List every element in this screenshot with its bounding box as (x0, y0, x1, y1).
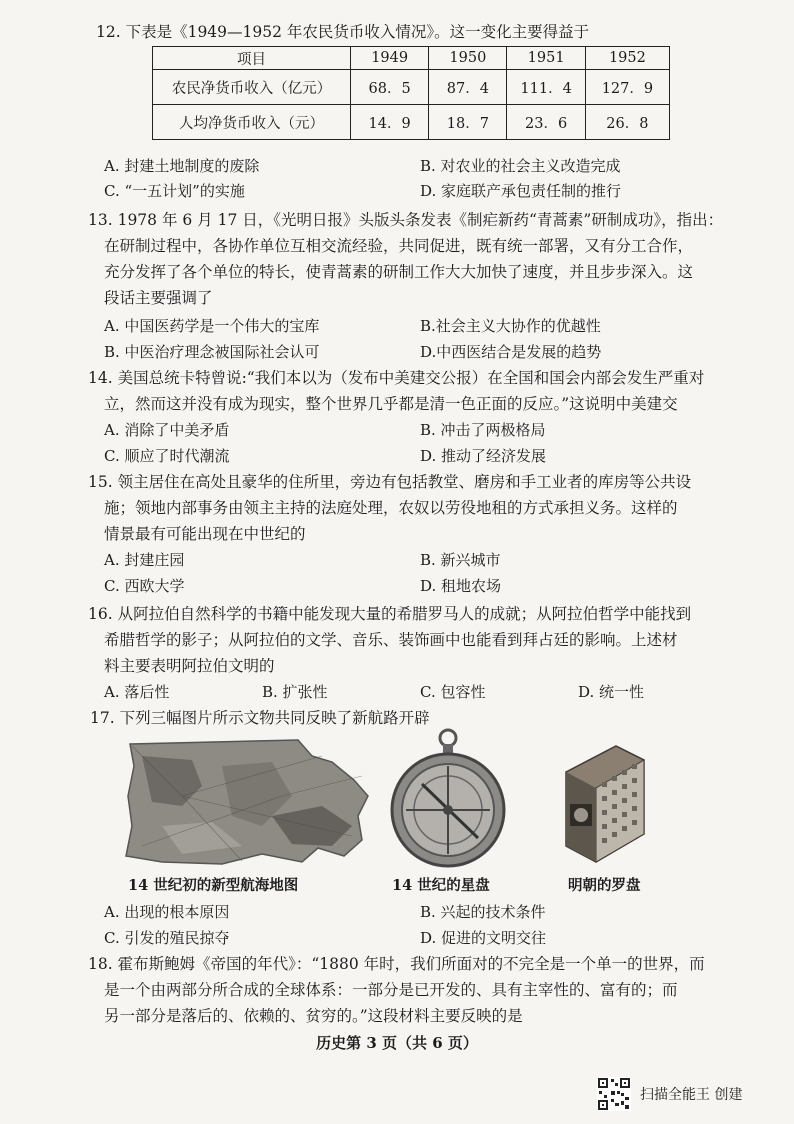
table-row (153, 70, 670, 105)
table-cell: 26．8 (585, 105, 669, 140)
qr-code-icon (597, 1077, 631, 1111)
astrolabe-image (388, 726, 508, 868)
q16-line-3: 料主要表明阿拉伯文明的 (104, 657, 275, 675)
table-header-row (153, 47, 670, 70)
q16-option-b[interactable]: B. 扩张性 (262, 683, 328, 701)
q16-line-2: 希腊哲学的影子；从阿拉伯的文学、音乐、装饰画中也能看到拜占廷的影响。上述材 (104, 631, 678, 649)
q14-line-2: 立，然而这并没有成为现实，整个世界几乎都是清一色正面的反应。”这说明中美建交 (104, 395, 678, 413)
q13-option-a[interactable]: A. 中国医药学是一个伟大的宝库 (104, 317, 320, 335)
table-cell: 人均净货币收入（元） (153, 105, 351, 140)
q13-option-c[interactable]: B. 中医治疗理念被国际社会认可 (104, 343, 320, 361)
q13-line-4: 段话主要强调了 (104, 289, 213, 307)
q12-option-c[interactable]: C. “一五计划”的实施 (104, 182, 245, 200)
q16-option-c[interactable]: C. 包容性 (420, 683, 486, 701)
caption-map: 14 世纪初的新型航海地图 (128, 877, 299, 894)
q13-line-1: 13. 1978 年 6 月 17 日，《光明日报》头版头条发表《制疟新药“青蒿素”研制成功》，指出： (88, 211, 724, 229)
q14-option-d[interactable]: D. 推动了经济发展 (420, 447, 547, 465)
table-cell: 14．9 (351, 105, 429, 140)
table-cell: 18．7 (429, 105, 507, 140)
q14-option-b[interactable]: B. 冲击了两极格局 (420, 421, 546, 439)
caption-astrolabe: 14 世纪的星盘 (392, 877, 490, 894)
q15-option-c[interactable]: C. 西欧大学 (104, 577, 185, 595)
q18-line-1: 18. 霍布斯鲍姆《帝国的年代》：“1880 年时，我们所面对的不完全是一个单一的世界，而 (88, 955, 705, 973)
page-footer: 历史第 3 页（共 6 页） (316, 1034, 478, 1052)
q12-stem: 12. 下表是《1949—1952 年农民货币收入情况》。这一变化主要得益于 (96, 23, 590, 41)
table-cell: 68．5 (351, 70, 429, 105)
compass-box-image (556, 738, 652, 868)
table-header: 1949 (351, 47, 429, 70)
q14-option-a[interactable]: A. 消除了中美矛盾 (104, 421, 230, 439)
q18-line-3: 另一部分是落后的、依赖的、贫穷的。”这段材料主要反映的是 (104, 1007, 523, 1025)
table-cell: 农民净货币收入（亿元） (153, 70, 351, 105)
scanner-watermark: 扫描全能王 创建 (640, 1087, 743, 1103)
q14-option-c[interactable]: C. 顺应了时代潮流 (104, 447, 230, 465)
income-table (152, 46, 670, 140)
q17-option-b[interactable]: B. 兴起的技术条件 (420, 903, 546, 921)
q13-option-d[interactable]: D.中西医结合是发展的趋势 (420, 343, 602, 361)
q15-option-a[interactable]: A. 封建庄园 (104, 551, 185, 569)
q15-option-d[interactable]: D. 租地农场 (420, 577, 502, 595)
q15-line-3: 情景最有可能出现在中世纪的 (104, 525, 306, 543)
nautical-map-image (122, 736, 372, 870)
q15-line-2: 施；领地内部事务由领主主持的法庭处理，农奴以劳役地租的方式承担义务。这样的 (104, 499, 678, 517)
q16-line-1: 16. 从阿拉伯自然科学的书籍中能发现大量的希腊罗马人的成就；从阿拉伯哲学中能找到 (88, 605, 692, 623)
table-cell: 87．4 (429, 70, 507, 105)
table-cell: 23．6 (507, 105, 585, 140)
q13-line-2: 在研制过程中，各协作单位互相交流经验，共同促进，既有统一部署，又有分工合作， (104, 237, 694, 255)
q13-line-3: 充分发挥了各个单位的特长，使青蒿素的研制工作大大加快了速度，并且步步深入。这 (104, 263, 694, 281)
q12-option-b[interactable]: B. 对农业的社会主义改造完成 (420, 157, 621, 175)
q17-option-d[interactable]: D. 促进的文明交往 (420, 929, 547, 947)
table-header: 1950 (429, 47, 507, 70)
table-row (153, 105, 670, 140)
table-cell: 111．4 (507, 70, 585, 105)
table-header: 1951 (507, 47, 585, 70)
table-header: 1952 (585, 47, 669, 70)
q15-line-1: 15. 领主居住在高处且豪华的住所里，旁边有包括教堂、磨房和手工业者的库房等公共设 (88, 473, 692, 491)
table-header: 项目 (153, 47, 351, 70)
q14-line-1: 14. 美国总统卡特曾说:“我们本以为（发布中美建交公报）在全国和国会内部会发生严重对 (88, 369, 705, 387)
q17-stem: 17. 下列三幅图片所示文物共同反映了新航路开辟 (90, 709, 430, 727)
q16-option-a[interactable]: A. 落后性 (104, 683, 170, 701)
q16-option-d[interactable]: D. 统一性 (578, 683, 645, 701)
q12-option-d[interactable]: D. 家庭联产承包责任制的推行 (420, 182, 622, 200)
q15-option-b[interactable]: B. 新兴城市 (420, 551, 501, 569)
q18-line-2: 是一个由两部分所合成的全球体系：一部分是已开发的、具有主宰性的、富有的；而 (104, 981, 678, 999)
caption-compass: 明朝的罗盘 (568, 877, 641, 894)
q12-option-a[interactable]: A. 封建土地制度的废除 (104, 157, 260, 175)
q17-option-a[interactable]: A. 出现的根本原因 (104, 903, 230, 921)
q17-option-c[interactable]: C. 引发的殖民掠夺 (104, 929, 230, 947)
table-cell: 127．9 (585, 70, 669, 105)
q13-option-b[interactable]: B.社会主义大协作的优越性 (420, 317, 601, 335)
